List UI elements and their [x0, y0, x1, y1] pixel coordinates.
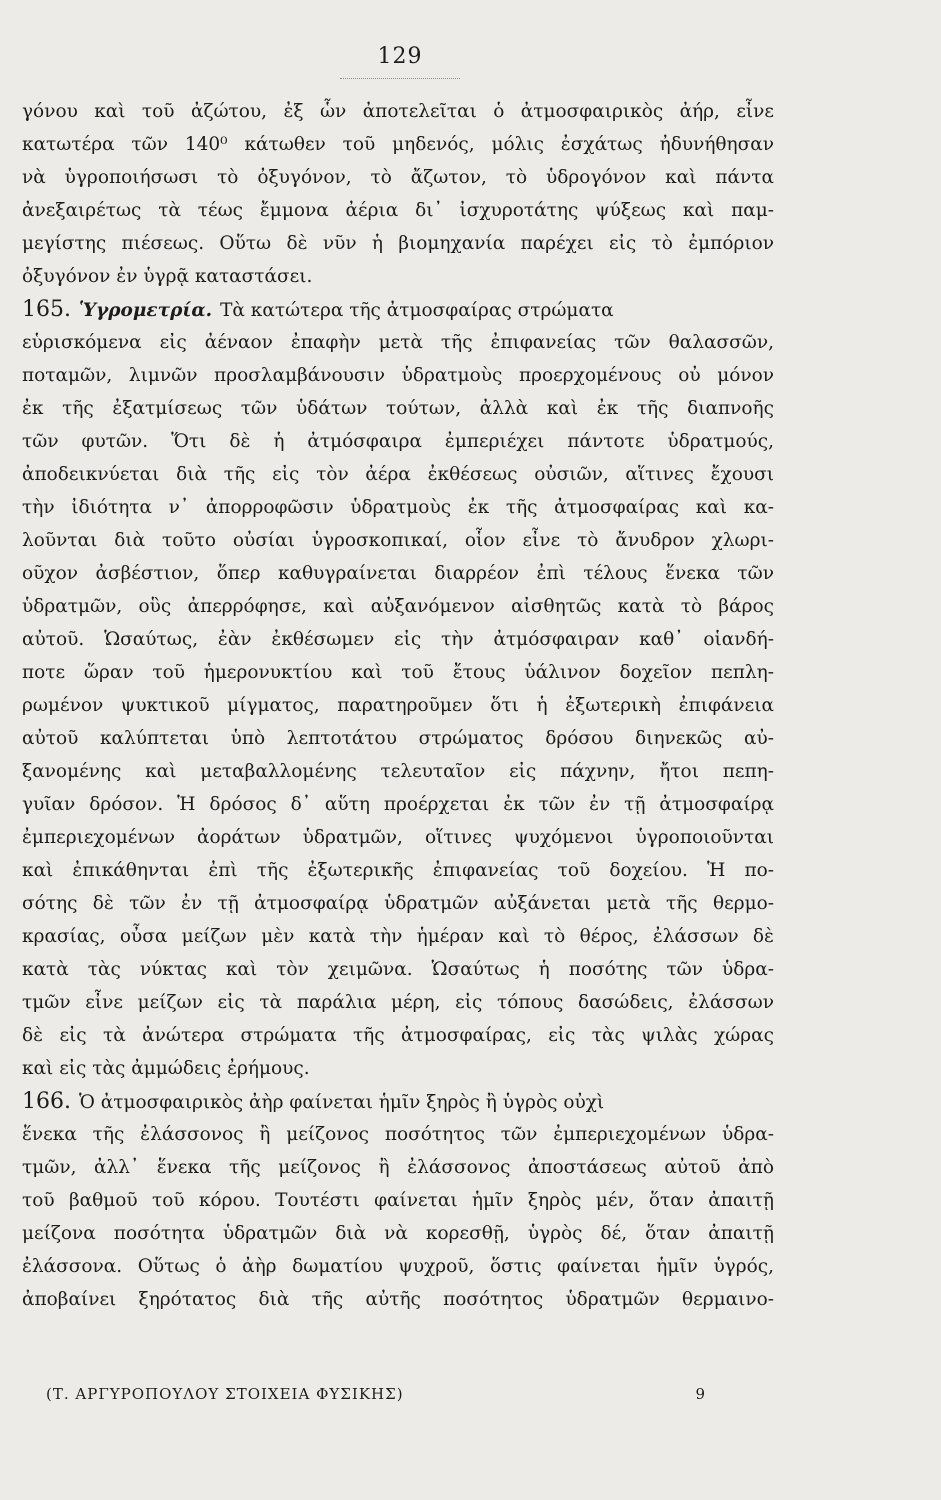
- text-line: Τὰ κατώτερα τῆς ἀτμοσφαίρας στρώματα: [220, 300, 614, 321]
- text-line: ἐλάσσονα. Οὕτως ὁ ἀὴρ δωματίου ψυχροῦ, ὅστις φαίνεται ἡμῖν ὑγρός,: [22, 1256, 774, 1277]
- signature-mark: 9: [695, 1385, 706, 1403]
- text-line: λοῦνται διὰ τοῦτο οὐσίαι ὑγροσκοπικαί, οἷον εἶνε τὸ ἄνυδρον χλωρι-: [22, 530, 774, 551]
- text-line: ποταμῶν, λιμνῶν προσλαμβάνουσιν ὑδρατμοὺς προερχομένους οὐ μόνον: [22, 365, 774, 386]
- text-line: κρασίας, οὖσα μείζων μὲν κατὰ τὴν ἡμέραν καὶ τὸ θέρος, ἐλάσσων δὲ: [22, 926, 774, 947]
- text-line: αὐτοῦ. Ὡσαύτως, ἐὰν ἐκθέσωμεν εἰς τὴν ἀτμόσφαιραν καθ᾽ οἱανδή-: [22, 629, 774, 650]
- page-footer: [46, 1385, 706, 1403]
- text-line: καὶ εἰς τὰς ἀμμώδεις ἐρήμους.: [22, 1058, 310, 1079]
- text-line: γυῖαν δρόσον. Ἡ δρόσος δ᾽ αὕτη προέρχεται ἐκ τῶν ἐν τῇ ἀτμοσφαίρᾳ: [22, 794, 774, 815]
- paragraph-continuation: [22, 95, 774, 293]
- page-number: 129: [377, 44, 423, 69]
- text-line: ἐμπεριεχομένων ἀοράτων ὑδρατμῶν, οἵτινες ψυχόμενοι ὑγροποιοῦνται: [22, 827, 774, 848]
- text-line: δὲ εἰς τὰ ἀνώτερα στρώματα τῆς ἀτμοσφαίρας, εἰς τὰς ψιλὰς χώρας: [22, 1025, 774, 1046]
- text-line: σότης δὲ τῶν ἐν τῇ ἀτμοσφαίρᾳ ὑδρατμῶν αὐξάνεται μετὰ τῆς θερμο-: [22, 893, 774, 914]
- text-line: καὶ ἐπικάθηνται ἐπὶ τῆς ἐξωτερικῆς ἐπιφανείας τοῦ δοχείου. Ἡ πο-: [22, 860, 774, 881]
- section-heading-line: [22, 293, 774, 326]
- text-line: ἀνεξαιρέτως τὰ τέως ἔμμονα ἀέρια δι᾽ ἰσχυροτάτης ψύξεως καὶ παμ-: [22, 200, 774, 221]
- footer-book-title: (Τ. ΑΡΓΥΡΟΠΟΥΛΟΥ ΣΤΟΙΧΕΙΑ ΦΥΣΙΚΗΣ): [46, 1385, 404, 1403]
- text-line: ἀποδεικνύεται διὰ τῆς εἰς τὸν ἀέρα ἐκθέσεως οὐσιῶν, αἵτινες ἔχουσι: [22, 464, 774, 485]
- text-line: ἐκ τῆς ἐξατμίσεως τῶν ὑδάτων τούτων, ἀλλὰ καὶ ἐκ τῆς διαπνοῆς: [22, 398, 774, 419]
- text-line: οῦχον ἀσβέστιον, ὅπερ καθυγραίνεται διαρρέον ἐπὶ τέλους ἕνεκα τῶν: [22, 563, 774, 584]
- text-line: τμῶν, ἀλλ᾽ ἕνεκα τῆς μείζονος ἢ ἐλάσσονος ἀποστάσεως αὐτοῦ ἀπὸ: [22, 1157, 774, 1178]
- text-line: ὑδρατμῶν, οὓς ἀπερρόφησε, καὶ αὐξανόμενον αἰσθητῶς κατὰ τὸ βάρος: [22, 596, 774, 617]
- text-line: εὑρισκόμενα εἰς ἀέναον ἐπαφὴν μετὰ τῆς ἐπιφανείας τῶν θαλασσῶν,: [22, 332, 774, 353]
- section-165: [22, 293, 774, 1085]
- section-number: 165.: [22, 297, 71, 322]
- text-line: ἕνεκα τῆς ἐλάσσονος ἢ μείζονος ποσότητος τῶν ἐμπεριεχομένων ὑδρα-: [22, 1124, 774, 1145]
- text-line: αὐτοῦ καλύπτεται ὑπὸ λεπτοτάτου στρώματος δρόσου διηνεκῶς αὐ-: [22, 728, 774, 749]
- page-body: [22, 95, 774, 1316]
- header-divider: [340, 78, 460, 79]
- text-line: Ὁ ἀτμοσφαιρικὸς ἀὴρ φαίνεται ἡμῖν ξηρὸς ἢ ὑγρὸς οὐχὶ: [78, 1092, 605, 1113]
- text-line: κατὰ τὰς νύκτας καὶ τὸν χειμῶνα. Ὡσαύτως ἡ ποσότης τῶν ὑδρα-: [22, 959, 774, 980]
- text-line: τμῶν εἶνε μείζων εἰς τὰ παράλια μέρη, εἰς τόπους δασώδεις, ἐλάσσων: [22, 992, 774, 1013]
- text-line: μείζονα ποσότητα ὑδρατμῶν διὰ νὰ κορεσθῇ, ὑγρὸς δέ, ὅταν ἀπαιτῇ: [22, 1223, 774, 1244]
- section-166: [22, 1085, 774, 1316]
- section-number: 166.: [22, 1089, 71, 1114]
- section-title: Ὑγρομετρία.: [78, 300, 213, 321]
- text-line: νὰ ὑγροποιήσωσι τὸ ὀξυγόνον, τὸ ἄζωτον, τὸ ὑδρογόνον καὶ πάντα: [22, 167, 774, 188]
- text-line: κατωτέρα τῶν 140⁰ κάτωθεν τοῦ μηδενός, μόλις ἐσχάτως ἠδυνήθησαν: [22, 134, 774, 155]
- text-line: τὴν ἰδιότητα ν᾽ ἀπορροφῶσιν ὑδρατμοὺς ἐκ τῆς ἀτμοσφαίρας καὶ κα-: [22, 497, 774, 518]
- text-line: μεγίστης πιέσεως. Οὕτω δὲ νῦν ἡ βιομηχανία παρέχει εἰς τὸ ἐμπόριον: [22, 233, 774, 254]
- text-line: ὀξυγόνον ἐν ὑγρᾷ καταστάσει.: [22, 266, 313, 287]
- text-line: τῶν φυτῶν. Ὅτι δὲ ἡ ἀτμόσφαιρα ἐμπεριέχει πάντοτε ὑδρατμούς,: [22, 431, 774, 452]
- text-line: τοῦ βαθμοῦ τοῦ κόρου. Τουτέστι φαίνεται ἡμῖν ξηρὸς μέν, ὅταν ἀπαιτῇ: [22, 1190, 774, 1211]
- text-line: ἀποβαίνει ξηρότατος διὰ τῆς αὐτῆς ποσότητος ὑδρατμῶν θερμαινο-: [22, 1289, 774, 1310]
- text-line: γόνου καὶ τοῦ ἀζώτου, ἐξ ὧν ἀποτελεῖται ὁ ἀτμοσφαιρικὸς ἀήρ, εἶνε: [22, 101, 774, 122]
- section-heading-line: [22, 1085, 774, 1118]
- text-line: ρωμένον ψυκτικοῦ μίγματος, παρατηροῦμεν ὅτι ἡ ἐξωτερικὴ ἐπιφάνεια: [22, 695, 774, 716]
- text-line: ποτε ὥραν τοῦ ἡμερονυκτίου καὶ τοῦ ἔτους ὑάλινον δοχεῖον πεπλη-: [22, 662, 774, 683]
- text-line: ξανομένης καὶ μεταβαλλομένης τελευταῖον εἰς πάχνην, ἤτοι πεπη-: [22, 761, 774, 782]
